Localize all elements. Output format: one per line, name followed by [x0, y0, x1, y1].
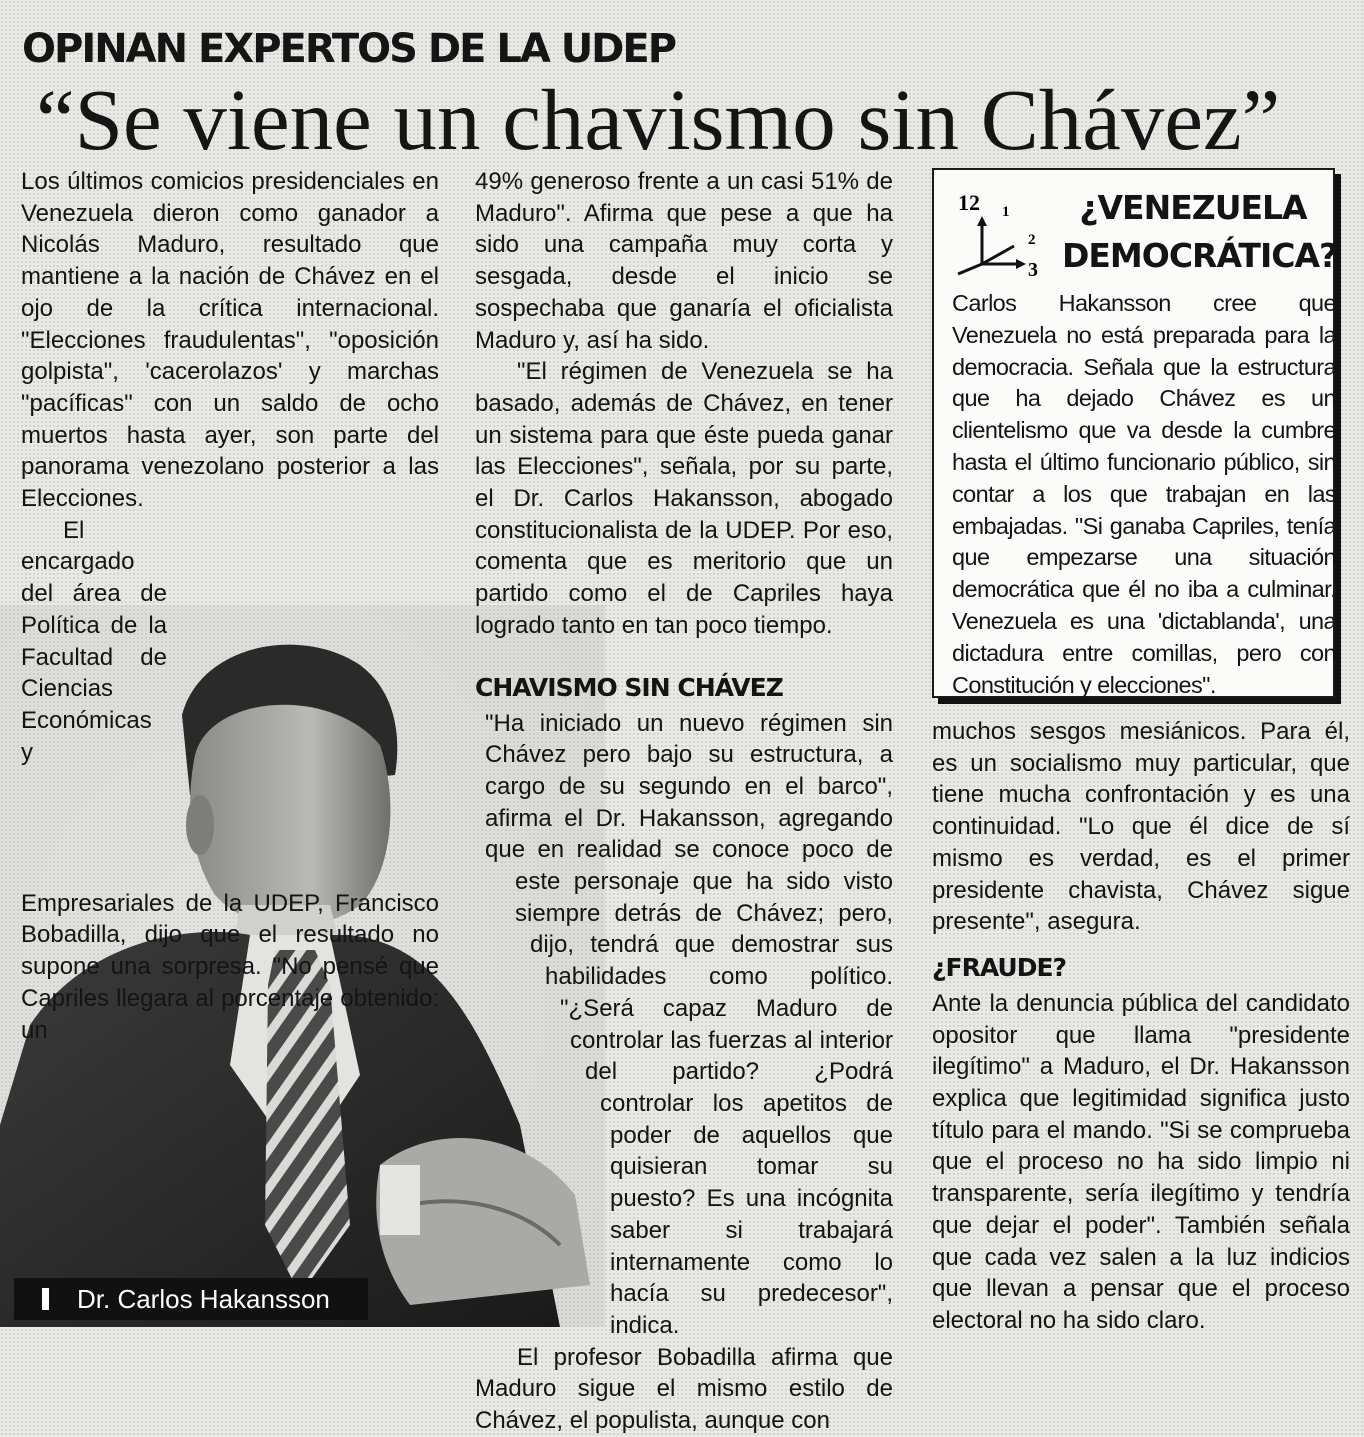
col3-paragraph-2: Ante la denuncia pública del candidato opositor que llama "presidente ilegítimo" a Maduro, el Dr. Hakansson explica que legitimidad significa justo título para el mando. "Si se comprueba que el proceso no ha sido limpio ni transparente, sería ilegítimo y tendría que dejar el poder". También señala que cada vez salen a la luz indicios que llevan a pensar que el proceso electoral no ha sido claro.	[932, 989, 1350, 1334]
sidebar-box	[932, 168, 1338, 698]
sidebar-body: Carlos Hakansson cree que Venezuela no está preparada para la democracia. Señala que la estructura que ha dejado Chávez es un clientelismo que va desde la cumbre hasta el último funcionario público, sin contar a los que trabajan en las embajadas. "Si ganaba Capriles, tenía que empezarse una situación democrática que él no iba a culminar. Venezuela es una 'dictablanda', una dictadura entre comillas, pero con Constitución y elecciones".	[952, 290, 1336, 698]
article-column-2	[475, 166, 893, 1437]
col1-paragraph-1: Los últimos comicios presidenciales en Venezuela dieron como ganador a Nicolás Maduro, resultado que mantiene a la nación de Chávez en el ojo de la crítica internacional. "Elecciones fraudulentas", "oposición golpista", 'cacerolazos' y marchas "pacíficas" con un saldo de ocho muertos hasta ayer, son parte del panorama venezolano posterior a las Elecciones.	[21, 168, 439, 513]
icon-label-1: 1	[1002, 204, 1010, 220]
caption-marker-icon	[42, 1288, 49, 1310]
clock-axes-icon	[952, 180, 1052, 276]
col2-paragraph-1: 49% generoso frente a un casi 51% de Maduro". Afirma que pese a que ha sido una campaña muy corta y sesgada, desde el inicio se sospechaba que ganaría el oficialista Maduro y, así ha sido.	[475, 168, 893, 354]
subhead-fraude: ¿FRAUDE?	[932, 952, 1067, 982]
article-column-3	[932, 716, 1350, 1337]
col1-paragraph-2: El encargado del área de Política de la Facultad de Ciencias Económicas y Empresariales de la UDEP, Francisco Bobadilla, dijo que el resultado no supone una sorpresa. "No pensé que Capriles llegara al porcentaje obtenido: un	[21, 516, 439, 1044]
subhead-chavismo: CHAVISMO SIN CHÁVEZ	[475, 672, 783, 702]
photo-caption	[14, 1278, 368, 1320]
icon-label-2: 2	[1028, 232, 1036, 248]
caption-text: Dr. Carlos Hakansson	[77, 1283, 330, 1314]
col2-paragraph-4: El profesor Bobadilla afirma que Maduro sigue el mismo estilo de Chávez, el populista, aunque con	[475, 1343, 893, 1435]
headline: “Se viene un chavismo sin Chávez”	[36, 71, 1281, 168]
col2-paragraph-3: "Ha iniciado un nuevo régimen sin Chávez pero bajo su estructura, a cargo de su segundo en el barco", afirma el Dr. Hakansson, agregando que en realidad se conoce poco de este personaje que ha sido visto siempre detrás de Chávez; pero, dijo, tendrá que demostrar sus habilidades como político. "¿Será capaz Maduro de controlar las fuerzas al interior del partido? ¿Podrá controlar los apetitos de poder de aquellos que quisieran tomar su puesto? Es una incógnita saber si trabajará internamente como lo hacía su predecesor", indica.	[485, 709, 893, 1339]
kicker: OPINAN EXPERTOS DE LA UDEP	[22, 26, 676, 72]
sidebar-title: ¿VENEZUELA DEMOCRÁTICA?	[1062, 188, 1338, 275]
article-column-1	[21, 166, 439, 1046]
col2-paragraph-2: "El régimen de Venezuela se ha basado, además de Chávez, en tener un sistema para que éste pueda ganar las Elecciones", señala, por su parte, el Dr. Carlos Hakansson, abogado constitucionalista de la UDEP. Por eso, comenta que es meritorio que un partido como el de Capriles haya logrado tanto en tan poco tiempo.	[475, 358, 893, 639]
icon-label-3: 3	[1028, 259, 1038, 276]
col3-paragraph-1: muchos sesgos mesiánicos. Para él, es un socialismo muy particular, que tiene mucha confrontación y es una continuidad. "Lo que él dice de sí mismo es verdad, es el primer presidente chavista, Chávez sigue presente", asegura.	[932, 718, 1350, 936]
icon-label-12: 12	[958, 190, 980, 215]
